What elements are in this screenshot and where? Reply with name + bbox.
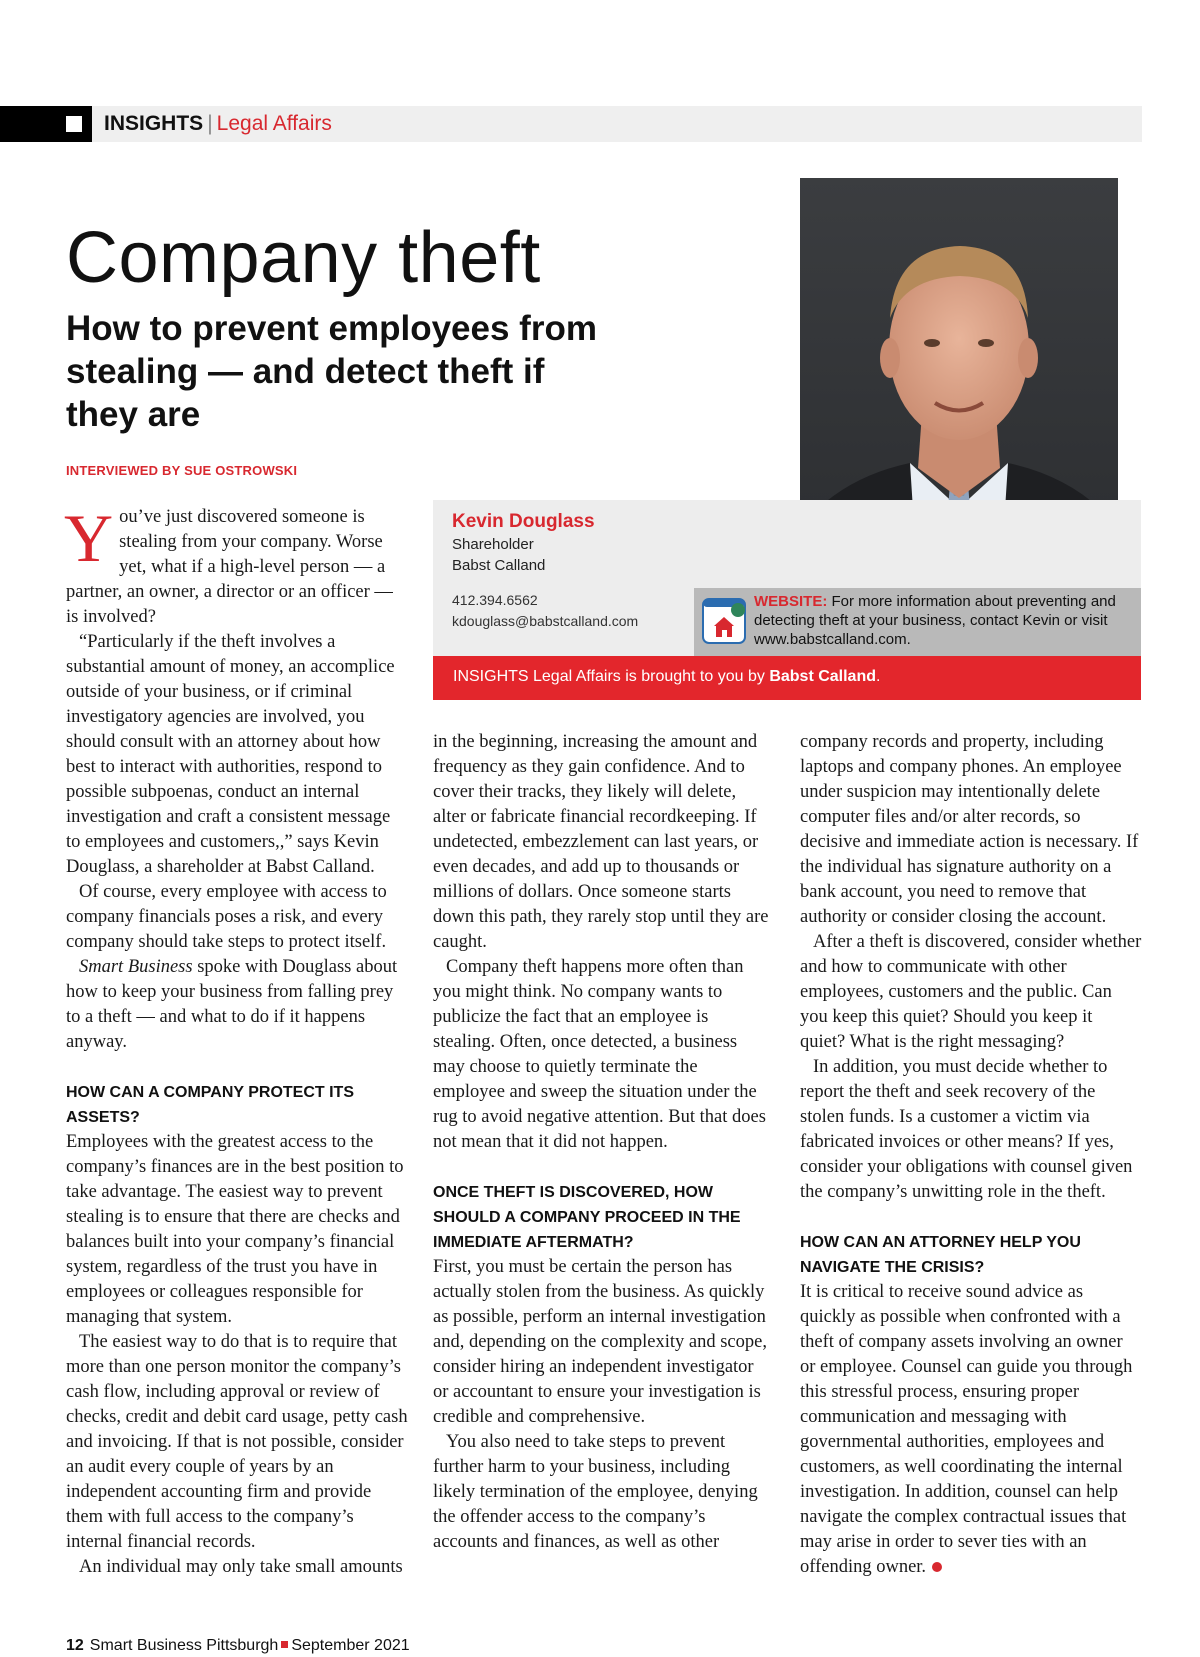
issue-date: September 2021 [291,1637,410,1654]
contact-name: Kevin Douglass [452,511,595,532]
paragraph-text: spoke with Douglass about how to keep your business from falling prey to a theft — and what to do if it happens anyway. [66,957,398,1052]
paragraph-text: It is critical to receive sound advice as quickly as possible when confronted with a theft of company assets involving an owner or employee. Counsel can guide you through this stressful process, ensuring proper communication and messaging with governmental authorities, employees and customers, as well coordinating the internal investigation. In addition, counsel can help navigate the complex contractual issues that may arise in order to sever ties with an offending owner. [800,1282,1133,1577]
contact-role: Shareholder [452,536,534,553]
paragraph: Company theft happens more often than you might think. No company wants to publicize the fact that an employee is stealing. Often, once detected, a business may choose to quietly terminate the employee and sweep the situation under the rug to avoid negative attention. But that does not mean that it did not happen. [433,957,766,1152]
paragraph: In addition, you must decide whether to report the theft and seek recovery of the stolen funds. Is a customer a victim via fabricated invoices or other means? If yes, consider your obligations with counsel given the company’s unwitting role in the theft. [800,1057,1133,1202]
sponsor-banner-text [453,668,880,686]
paragraph: Employees with the greatest access to the company’s finances are in the best position to take advantage. The easiest way to prevent stealing is to ensure that there are checks and balances built into your company’s financial system, regardless of the trust you have in employees or colleagues responsible for managing that system. [66,1132,404,1327]
article-subtitle: How to prevent employees from stealing — and detect theft if they are [66,309,597,434]
sponsor-banner-end: . [876,668,881,685]
section-heading: HOW CAN A COMPANY PROTECT ITS ASSETS? [66,1084,354,1126]
intro-paragraph [64,500,408,630]
footer-square-icon [281,1641,288,1648]
contact-email-link[interactable]: kdouglass@babstcalland.com [452,613,639,629]
paragraph: An individual may only take small amounts [79,1557,403,1577]
drop-cap: Y [64,500,114,576]
section-heading: ONCE THEFT IS DISCOVERED, HOW SHOULD A COMPANY PROCEED IN THE IMMEDIATE AFTERMATH? [433,1184,741,1251]
section-square-icon [66,116,82,132]
section-separator: | [207,112,213,135]
publication-name: Smart Business [79,957,193,977]
website-house-icon [702,598,746,644]
paragraph: company records and property, including laptops and company phones. An employee under suspicion may intentionally delete computer files and/or alter records, so decisive and immediate action is necessary. If the individual has signature authority on a bank account, you need to remove that authority or consider closing the account. [800,732,1139,927]
paragraph: First, you must be certain the person has actually stolen from the business. As quickly as possible, perform an internal investigation and, depending on the complexity and scope, consider hiring an independent investigator or accountant to ensure your investigation is credible and comprehensive. [433,1257,767,1427]
intro-text: ou’ve just discovered someone is stealing from your company. Worse yet, what if a high-level person — a partner, an owner, a director or an officer — is involved? [66,507,393,627]
paragraph: The easiest way to do that is to require that more than one person monitor the company’s cash flow, including approval or review of checks, credit and debit card usage, petty cash and invoicing. If that is not possible, consider an audit every couple of years by an independent accounting firm and provide them with full access to the company’s internal financial records. [66,1332,408,1552]
section-label: INSIGHTS [104,112,204,135]
contact-phone: 412.394.6562 [452,592,538,608]
paragraph [66,955,408,1055]
paragraph: Of course, every employee with access to company financials poses a risk, and every company should take steps to protect itself. [66,882,387,952]
end-mark-icon [932,1562,942,1572]
article-column-1 [64,500,408,1580]
article-title: Company theft [66,218,541,298]
article-byline: INTERVIEWED BY SUE OSTROWSKI [66,463,298,478]
paragraph: You also need to take steps to prevent further harm to your business, including likely termination of the employee, denying the offender access to the company’s accounts and finances, as well as other [433,1432,758,1552]
website-description: For more information about preventing and detecting theft at your business, contact Kevin or visit www.babstcalland.com. [754,593,1116,648]
website-label: WEBSITE: [754,593,828,610]
paragraph: “Particularly if the theft involves a substantial amount of money, an accomplice outside of your business, or if criminal investigatory agencies are involved, you should consult with an attorney about how best to interact with authorities, respond to possible subpoenas, conduct an internal investigation and craft a consistent message to employees and customers,,” says Kevin Douglass, a shareholder at Babst Calland. [66,632,395,877]
sponsor-banner-lead: INSIGHTS Legal Affairs is brought to you by [453,668,770,685]
article-column-2 [433,730,773,1555]
paragraph [800,1280,1142,1580]
section-heading: HOW CAN AN ATTORNEY HELP YOU NAVIGATE THE CRISIS? [800,1234,1081,1276]
paragraph: After a theft is discovered, consider whether and how to communicate with other employees, customers and the public. Can you keep this quiet? Should you keep it quiet? What is the right messaging? [800,932,1142,1052]
publication-title: Smart Business Pittsburgh [89,1637,279,1654]
section-header [104,112,332,136]
contact-firm: Babst Calland [452,557,546,574]
page-number: 12 [66,1637,84,1654]
article-column-3 [800,730,1142,1580]
sponsor-name: Babst Calland [769,668,876,685]
paragraph: in the beginning, increasing the amount and frequency as they gain confidence. And to cover their tracks, they likely will delete, alter or fabricate financial recordkeeping. If undetected, embezzlement can last years, or even decades, and add up to thousands or millions of dollars. Once someone starts down this path, they rarely stop until they are caught. [433,732,769,952]
section-category: Legal Affairs [216,112,332,135]
website-text [754,592,1136,649]
page-footer [66,1637,410,1655]
